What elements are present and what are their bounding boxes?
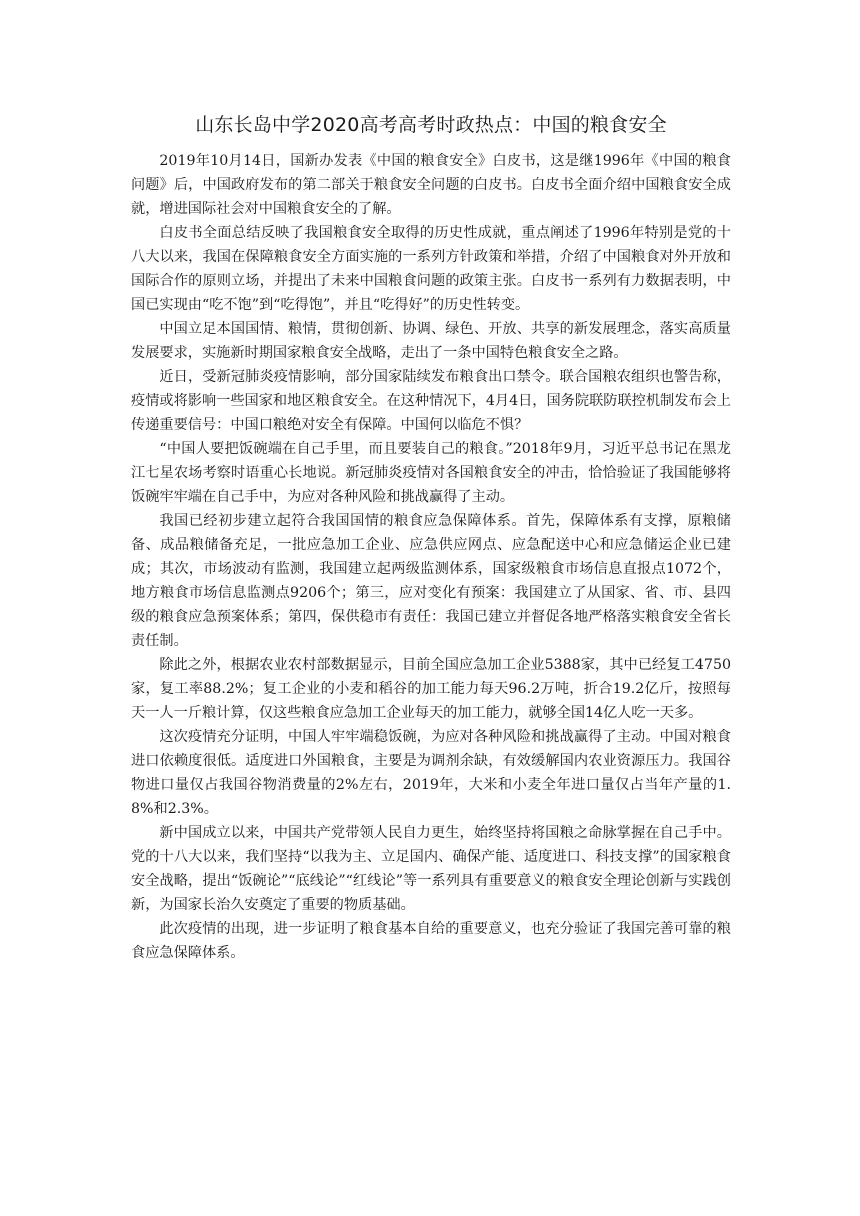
document-page: [131, 110, 731, 965]
paragraph-9: 新中国成立以来，中国共产党带领人民自力更生，始终坚持将国粮之命脉掌握在自己手中。党的十八大以来，我们坚持“以我为主、立足国内、确保产能、适度进口、科技支撑”的国家粮食安全战略，提出“饭碗论”“底线论”“红线论”等一系列具有重要意义的粮食安全理论创新与实践创新，为国家长治久安奠定了重要的物质基础。: [131, 825, 731, 913]
paragraph-7: 除此之外，根据农业农村部数据显示，目前全国应急加工企业5388家，其中已经复工4750家，复工率88.2%；复工企业的小麦和稻谷的加工能力每天96.2万吨，折合19.2亿斤，按照每天一人一斤粮计算，仅这些粮食应急加工企业每天的加工能力，就够全国14亿人吃一天多。: [131, 657, 731, 721]
document-title: 山东长岛中学2020高考高考时政热点：中国的粮食安全: [195, 114, 667, 136]
paragraph-5: “中国人要把饭碗端在自己手里，而且要装自己的粮食。”2018年9月，习近平总书记在黑龙江七星农场考察时语重心长地说。新冠肺炎疫情对各国粮食安全的冲击，恰恰验证了我国能够将饭碗牢牢端在自己手中，为应对各种风险和挑战赢得了主动。: [131, 441, 731, 505]
paragraph-3: 中国立足本国国情、粮情，贯彻创新、协调、绿色、开放、共享的新发展理念，落实高质量发展要求，实施新时期国家粮食安全战略，走出了一条中国特色粮食安全之路。: [131, 321, 731, 361]
paragraph-10: 此次疫情的出现，进一步证明了粮食基本自给的重要意义，也充分验证了我国完善可靠的粮食应急保障体系。: [131, 921, 731, 961]
paragraph-6: 我国已经初步建立起符合我国国情的粮食应急保障体系。首先，保障体系有支撑，原粮储备、成品粮储备充足，一批应急加工企业、应急供应网点、应急配送中心和应急储运企业已建成；其次，市场波动有监测，我国建立起两级监测体系，国家级粮食市场信息直报点1072个，地方粮食市场信息监测点9206个；第三，应对变化有预案：我国建立了从国家、省、市、县四级的粮食应急预案体系；第四，保供稳市有责任：我国已建立并督促各地严格落实粮食安全省长责任制。: [131, 513, 731, 649]
paragraph-1: 2019年10月14日，国新办发表《中国的粮食安全》白皮书，这是继1996年《中国的粮食问题》后，中国政府发布的第二部关于粮食安全问题的白皮书。白皮书全面介绍中国粮食安全成就，增进国际社会对中国粮食安全的了解。: [131, 153, 731, 217]
paragraph-2: 白皮书全面总结反映了我国粮食安全取得的历史性成就，重点阐述了1996年特别是党的十八大以来，我国在保障粮食安全方面实施的一系列方针政策和举措，介绍了中国粮食对外开放和国际合作的原则立场，并提出了未来中国粮食问题的政策主张。白皮书一系列有力数据表明，中国已实现由“吃不饱”到“吃得饱”，并且“吃得好”的历史性转变。: [131, 225, 731, 313]
paragraph-4: 近日，受新冠肺炎疫情影响，部分国家陆续发布粮食出口禁令。联合国粮农组织也警告称，疫情或将影响一些国家和地区粮食安全。在这种情况下，4月4日，国务院联防联控机制发布会上传递重要信号：中国口粮绝对安全有保障。中国何以临危不惧？: [131, 369, 731, 433]
paragraph-8: 这次疫情充分证明，中国人牢牢端稳饭碗，为应对各种风险和挑战赢得了主动。中国对粮食进口依赖度很低。适度进口外国粮食，主要是为调剂余缺，有效缓解国内农业资源压力。我国谷物进口量仅占我国谷物消费量的2%左右，2019年，大米和小麦全年进口量仅占当年产量的1.8%和2.3%。: [131, 729, 731, 817]
